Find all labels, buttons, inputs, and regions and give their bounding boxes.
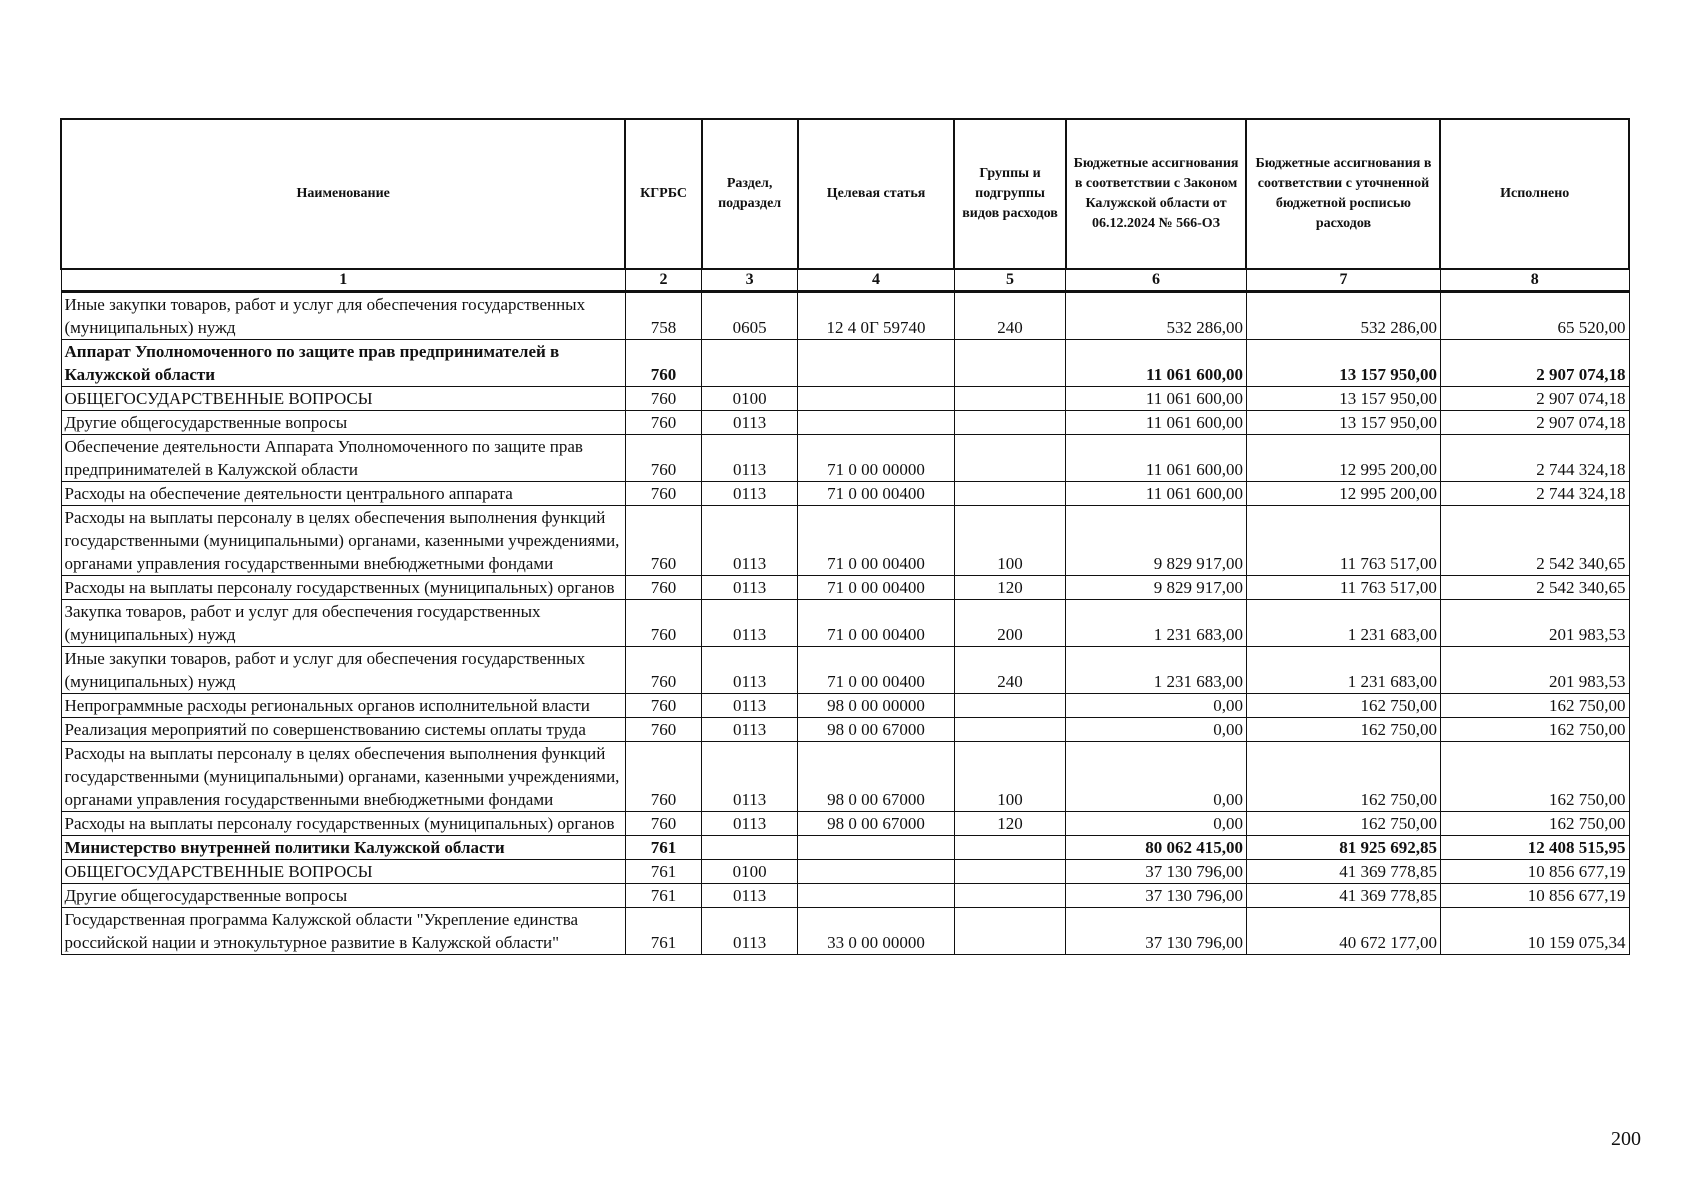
row-kgrbs-cell: 760: [625, 812, 701, 836]
row-law-cell: 11 061 600,00: [1066, 482, 1247, 506]
table-row: [61, 506, 1629, 576]
table-row: [61, 860, 1629, 884]
row-kgrbs-cell: 760: [625, 600, 701, 647]
table-row: [61, 718, 1629, 742]
header-law-allocation: Бюджетные ассигнования в соответствии с Законом Калужской области от 06.12.2024 № 566-ОЗ: [1066, 119, 1247, 269]
row-name-cell: Другие общегосударственные вопросы: [61, 411, 625, 435]
row-name-cell: Государственная программа Калужской области "Укрепление единства российской нации и этнокультурное развитие в Калужской области": [61, 908, 625, 955]
row-group-cell: 200: [954, 600, 1065, 647]
row-law-cell: 0,00: [1066, 812, 1247, 836]
row-kgrbs-cell: 761: [625, 884, 701, 908]
row-executed-cell: 162 750,00: [1440, 694, 1629, 718]
row-section-cell: 0113: [702, 506, 798, 576]
row-refined-cell: 12 995 200,00: [1246, 435, 1440, 482]
column-number: 1: [61, 269, 625, 292]
table-row: [61, 387, 1629, 411]
table-row: [61, 742, 1629, 812]
row-refined-cell: 11 763 517,00: [1246, 576, 1440, 600]
table-header-row: [61, 119, 1629, 269]
row-group-cell: 240: [954, 647, 1065, 694]
row-kgrbs-cell: 760: [625, 411, 701, 435]
row-name-cell: Обеспечение деятельности Аппарата Уполномоченного по защите прав предпринимателей в Калужской области: [61, 435, 625, 482]
header-executed: Исполнено: [1440, 119, 1629, 269]
column-number: 4: [798, 269, 955, 292]
row-section-cell: [702, 340, 798, 387]
row-section-cell: [702, 836, 798, 860]
row-refined-cell: 13 157 950,00: [1246, 340, 1440, 387]
row-name-cell: Министерство внутренней политики Калужской области: [61, 836, 625, 860]
row-executed-cell: 201 983,53: [1440, 647, 1629, 694]
row-group-cell: [954, 694, 1065, 718]
column-number: 8: [1440, 269, 1629, 292]
row-executed-cell: 10 856 677,19: [1440, 884, 1629, 908]
row-target-cell: 71 0 00 00400: [798, 600, 955, 647]
row-group-cell: 240: [954, 292, 1065, 340]
header-target-article: Целевая статья: [798, 119, 955, 269]
table-row: [61, 647, 1629, 694]
row-kgrbs-cell: 760: [625, 482, 701, 506]
row-group-cell: 100: [954, 506, 1065, 576]
row-kgrbs-cell: 760: [625, 506, 701, 576]
column-number: 7: [1246, 269, 1440, 292]
row-kgrbs-cell: 760: [625, 435, 701, 482]
row-executed-cell: 162 750,00: [1440, 718, 1629, 742]
row-name-cell: ОБЩЕГОСУДАРСТВЕННЫЕ ВОПРОСЫ: [61, 387, 625, 411]
row-group-cell: [954, 718, 1065, 742]
row-group-cell: 120: [954, 576, 1065, 600]
row-section-cell: 0113: [702, 884, 798, 908]
row-law-cell: 37 130 796,00: [1066, 908, 1247, 955]
row-kgrbs-cell: 760: [625, 647, 701, 694]
row-kgrbs-cell: 758: [625, 292, 701, 340]
row-law-cell: 9 829 917,00: [1066, 506, 1247, 576]
row-law-cell: 11 061 600,00: [1066, 340, 1247, 387]
table-row: [61, 292, 1629, 340]
table-row: [61, 884, 1629, 908]
row-law-cell: 1 231 683,00: [1066, 600, 1247, 647]
row-law-cell: 37 130 796,00: [1066, 884, 1247, 908]
header-section: Раздел, подраздел: [702, 119, 798, 269]
row-executed-cell: 2 744 324,18: [1440, 435, 1629, 482]
row-law-cell: 0,00: [1066, 718, 1247, 742]
row-group-cell: 100: [954, 742, 1065, 812]
row-kgrbs-cell: 761: [625, 860, 701, 884]
row-target-cell: 71 0 00 00400: [798, 576, 955, 600]
row-name-cell: Расходы на обеспечение деятельности центрального аппарата: [61, 482, 625, 506]
row-group-cell: [954, 411, 1065, 435]
table-row: [61, 600, 1629, 647]
row-name-cell: Расходы на выплаты персоналу в целях обеспечения выполнения функций государственными (муниципальными) органами, казенными учреждениями, органами управления государственными внебюджетными фондами: [61, 506, 625, 576]
row-group-cell: [954, 908, 1065, 955]
row-target-cell: 71 0 00 00400: [798, 506, 955, 576]
table-row: [61, 576, 1629, 600]
row-target-cell: [798, 387, 955, 411]
row-refined-cell: 40 672 177,00: [1246, 908, 1440, 955]
column-number: 2: [625, 269, 701, 292]
row-section-cell: 0113: [702, 435, 798, 482]
row-executed-cell: 201 983,53: [1440, 600, 1629, 647]
row-name-cell: Другие общегосударственные вопросы: [61, 884, 625, 908]
row-group-cell: [954, 435, 1065, 482]
row-section-cell: 0113: [702, 576, 798, 600]
row-kgrbs-cell: 760: [625, 340, 701, 387]
row-group-cell: [954, 387, 1065, 411]
row-refined-cell: 12 995 200,00: [1246, 482, 1440, 506]
row-executed-cell: 65 520,00: [1440, 292, 1629, 340]
row-refined-cell: 1 231 683,00: [1246, 647, 1440, 694]
row-section-cell: 0113: [702, 482, 798, 506]
row-target-cell: [798, 860, 955, 884]
row-group-cell: [954, 340, 1065, 387]
row-name-cell: Иные закупки товаров, работ и услуг для обеспечения государственных (муниципальных) нужд: [61, 647, 625, 694]
row-refined-cell: 13 157 950,00: [1246, 387, 1440, 411]
row-law-cell: 80 062 415,00: [1066, 836, 1247, 860]
row-name-cell: Реализация мероприятий по совершенствованию системы оплаты труда: [61, 718, 625, 742]
row-section-cell: 0113: [702, 718, 798, 742]
budget-table: [60, 118, 1630, 955]
table-row: [61, 340, 1629, 387]
row-law-cell: 0,00: [1066, 742, 1247, 812]
row-executed-cell: 2 907 074,18: [1440, 340, 1629, 387]
row-executed-cell: 2 744 324,18: [1440, 482, 1629, 506]
row-group-cell: 120: [954, 812, 1065, 836]
row-law-cell: 11 061 600,00: [1066, 387, 1247, 411]
row-executed-cell: 2 907 074,18: [1440, 387, 1629, 411]
row-kgrbs-cell: 760: [625, 694, 701, 718]
row-target-cell: [798, 411, 955, 435]
table-body: [61, 269, 1629, 955]
row-section-cell: 0113: [702, 600, 798, 647]
row-law-cell: 1 231 683,00: [1066, 647, 1247, 694]
row-section-cell: 0100: [702, 387, 798, 411]
table-row: [61, 836, 1629, 860]
page-number: 200: [1611, 1128, 1641, 1150]
row-kgrbs-cell: 760: [625, 742, 701, 812]
row-refined-cell: 41 369 778,85: [1246, 884, 1440, 908]
row-section-cell: 0113: [702, 908, 798, 955]
row-target-cell: 98 0 00 67000: [798, 718, 955, 742]
row-target-cell: [798, 340, 955, 387]
row-refined-cell: 532 286,00: [1246, 292, 1440, 340]
row-group-cell: [954, 884, 1065, 908]
column-number: 5: [954, 269, 1065, 292]
row-section-cell: 0113: [702, 647, 798, 694]
row-section-cell: 0100: [702, 860, 798, 884]
row-executed-cell: 2 542 340,65: [1440, 506, 1629, 576]
row-refined-cell: 1 231 683,00: [1246, 600, 1440, 647]
row-law-cell: 9 829 917,00: [1066, 576, 1247, 600]
row-name-cell: Аппарат Уполномоченного по защите прав предпринимателей в Калужской области: [61, 340, 625, 387]
header-kgrbs: КГРБС: [625, 119, 701, 269]
row-section-cell: 0113: [702, 742, 798, 812]
row-refined-cell: 41 369 778,85: [1246, 860, 1440, 884]
row-executed-cell: 2 542 340,65: [1440, 576, 1629, 600]
row-target-cell: 98 0 00 67000: [798, 742, 955, 812]
header-name: Наименование: [61, 119, 625, 269]
column-number: 3: [702, 269, 798, 292]
row-executed-cell: 2 907 074,18: [1440, 411, 1629, 435]
row-name-cell: ОБЩЕГОСУДАРСТВЕННЫЕ ВОПРОСЫ: [61, 860, 625, 884]
column-number: 6: [1066, 269, 1247, 292]
row-executed-cell: 10 159 075,34: [1440, 908, 1629, 955]
row-name-cell: Расходы на выплаты персоналу государственных (муниципальных) органов: [61, 576, 625, 600]
table-row: [61, 908, 1629, 955]
row-kgrbs-cell: 760: [625, 718, 701, 742]
row-name-cell: Иные закупки товаров, работ и услуг для обеспечения государственных (муниципальных) нужд: [61, 292, 625, 340]
row-executed-cell: 10 856 677,19: [1440, 860, 1629, 884]
row-group-cell: [954, 836, 1065, 860]
row-law-cell: 37 130 796,00: [1066, 860, 1247, 884]
table-row: [61, 482, 1629, 506]
row-refined-cell: 81 925 692,85: [1246, 836, 1440, 860]
row-refined-cell: 13 157 950,00: [1246, 411, 1440, 435]
row-kgrbs-cell: 761: [625, 836, 701, 860]
table-row: [61, 435, 1629, 482]
row-executed-cell: 12 408 515,95: [1440, 836, 1629, 860]
row-law-cell: 11 061 600,00: [1066, 411, 1247, 435]
row-target-cell: 33 0 00 00000: [798, 908, 955, 955]
table-row: [61, 694, 1629, 718]
table-row: [61, 411, 1629, 435]
row-executed-cell: 162 750,00: [1440, 812, 1629, 836]
row-refined-cell: 162 750,00: [1246, 718, 1440, 742]
row-kgrbs-cell: 760: [625, 387, 701, 411]
table-row: [61, 812, 1629, 836]
row-law-cell: 532 286,00: [1066, 292, 1247, 340]
row-target-cell: [798, 884, 955, 908]
row-target-cell: [798, 836, 955, 860]
row-target-cell: 71 0 00 00400: [798, 647, 955, 694]
row-section-cell: 0113: [702, 411, 798, 435]
row-section-cell: 0605: [702, 292, 798, 340]
row-kgrbs-cell: 760: [625, 576, 701, 600]
header-refined-allocation: Бюджетные ассигнования в соответствии с уточненной бюджетной росписью расходов: [1246, 119, 1440, 269]
row-kgrbs-cell: 761: [625, 908, 701, 955]
row-law-cell: 11 061 600,00: [1066, 435, 1247, 482]
row-name-cell: Непрограммные расходы региональных органов исполнительной власти: [61, 694, 625, 718]
row-section-cell: 0113: [702, 812, 798, 836]
row-refined-cell: 162 750,00: [1246, 694, 1440, 718]
column-number-row: [61, 269, 1629, 292]
row-target-cell: 12 4 0Г 59740: [798, 292, 955, 340]
row-executed-cell: 162 750,00: [1440, 742, 1629, 812]
row-group-cell: [954, 860, 1065, 884]
row-target-cell: 98 0 00 67000: [798, 812, 955, 836]
row-refined-cell: 11 763 517,00: [1246, 506, 1440, 576]
row-law-cell: 0,00: [1066, 694, 1247, 718]
row-target-cell: 71 0 00 00400: [798, 482, 955, 506]
row-section-cell: 0113: [702, 694, 798, 718]
header-expense-group: Группы и подгруппы видов расходов: [954, 119, 1065, 269]
row-name-cell: Закупка товаров, работ и услуг для обеспечения государственных (муниципальных) нужд: [61, 600, 625, 647]
row-refined-cell: 162 750,00: [1246, 812, 1440, 836]
row-target-cell: 71 0 00 00000: [798, 435, 955, 482]
row-target-cell: 98 0 00 00000: [798, 694, 955, 718]
row-refined-cell: 162 750,00: [1246, 742, 1440, 812]
row-name-cell: Расходы на выплаты персоналу государственных (муниципальных) органов: [61, 812, 625, 836]
row-name-cell: Расходы на выплаты персоналу в целях обеспечения выполнения функций государственными (муниципальными) органами, казенными учреждениями, органами управления государственными внебюджетными фондами: [61, 742, 625, 812]
row-group-cell: [954, 482, 1065, 506]
